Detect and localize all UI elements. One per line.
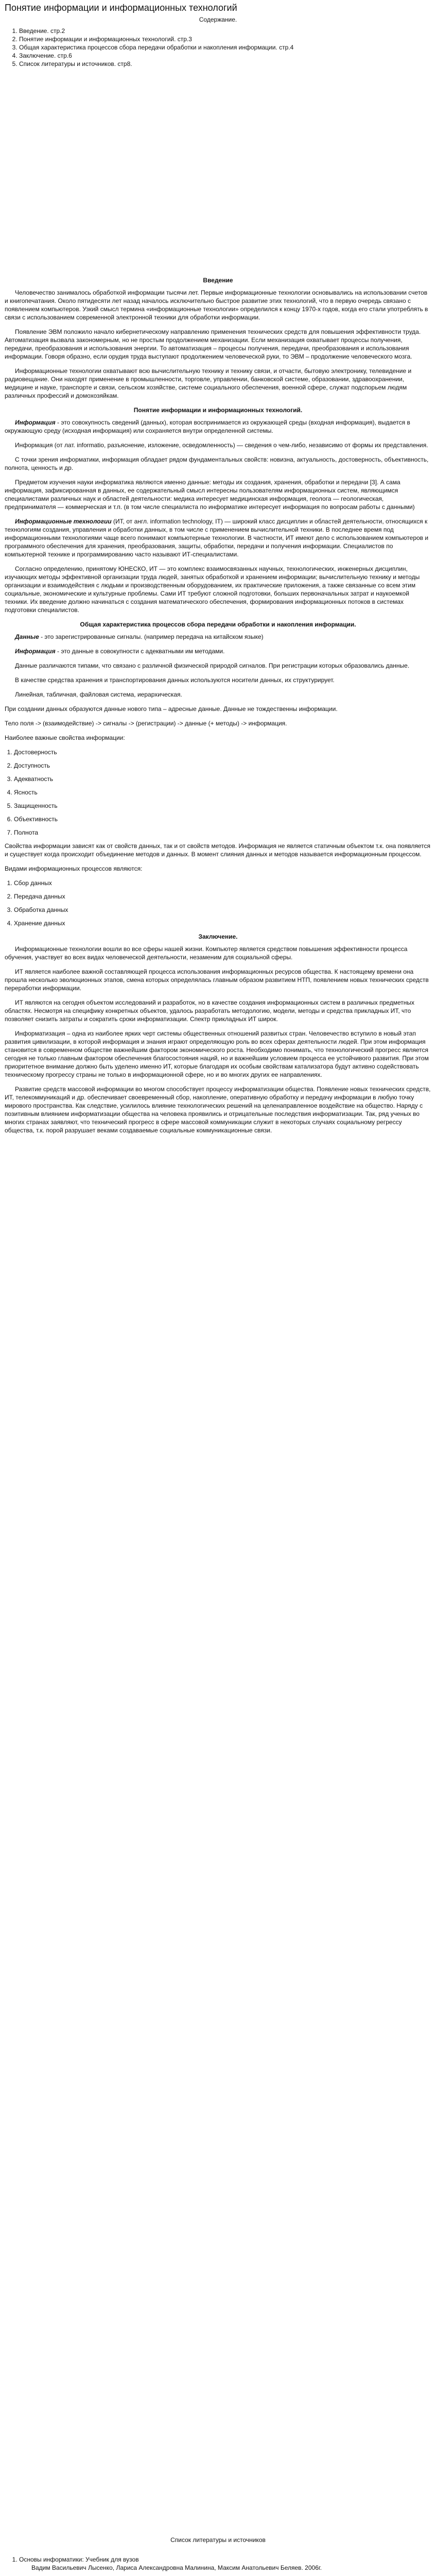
general-paragraph: Данные различаются типами, что связано с различной физической природой сигналов. При регистрации которых образовались данные. xyxy=(15,662,410,669)
general-paragraph: Тело поля -> (взаимодействие) -> сигналы -> (регистрации) -> данные (+ методы) -> информация. xyxy=(5,720,287,727)
props-list xyxy=(5,748,431,837)
references-list xyxy=(5,2555,431,2576)
definition-term: Информация xyxy=(15,419,56,426)
it-term: Информационные технологии xyxy=(15,518,112,525)
general-paragraph: При создании данных образуются данные нового типа – адресные данные. Данные не тождественны информации. xyxy=(5,705,338,713)
list-item: 4. Ясность xyxy=(14,788,431,796)
list-item: 1. Достоверность xyxy=(14,748,431,756)
references-heading: Список литературы и источников xyxy=(170,2536,266,2544)
general-paragraph: Линейная, табличная, файловая система, иерархическая. xyxy=(15,691,182,698)
toc-item[interactable]: 4. Заключение. стр.6 xyxy=(19,52,436,60)
toc-item[interactable]: 2. Понятие информации и информационных технологий. стр.3 xyxy=(19,35,436,43)
toc-item[interactable]: 5. Список литературы и источников. стр8. xyxy=(19,60,436,68)
info-term: Информация xyxy=(15,648,56,655)
references-section xyxy=(5,2536,431,2576)
info-definition xyxy=(5,647,431,655)
procs-heading: Видами информационных процессов являются: xyxy=(5,865,143,872)
concept-paragraph: С точки зрения информатики, информация обладает рядом фундаментальных свойств: новизна, актуальность, достоверность, объективность, полнота, ценность и др. xyxy=(5,456,429,471)
reference-title: Основы информатики: Учебник для вузов xyxy=(19,2556,139,2563)
list-item: 1. Сбор данных xyxy=(14,879,431,887)
info-text: - это данные в совокупности с адекватными им методами. xyxy=(55,648,225,655)
concept-paragraph: Информация (от лат. informatio, разъяснение, изложение, осведомленность) — сведения о чем-либо, независимо от формы их представления. xyxy=(15,442,428,449)
toc-heading: Содержание. xyxy=(199,16,237,23)
toc-list xyxy=(5,27,436,68)
toc-item[interactable]: 3. Общая характеристика процессов сбора передачи обработки и накопления информации. стр.4 xyxy=(19,43,436,52)
concept-paragraph: Согласно определению, принятому ЮНЕСКО, ИТ — это комплекс взаимосвязанных научных, технологических, инженерных дисциплин, изучающих методы эффективной организации труда людей, занятых обработкой и хранением информации; вычислительную технику и методы организации и взаимодействия с людьми и производственным оборудованием, их практические приложения, а также связанные со всем этим социальные, экономические и культурные проблемы. Сами ИТ требуют сложной подготовки, больших первоначальных затрат и наукоемкой техники. Их введение должно начинаться с создания математического обеспечения, формирования информационных потоков в системах подготовки специалистов. xyxy=(5,565,420,614)
intro-heading: Введение xyxy=(203,277,233,284)
list-item: 5. Защищенность xyxy=(14,802,431,810)
document-title: Понятие информации и информационных технологий xyxy=(5,3,237,13)
data-definition xyxy=(5,633,431,641)
list-item: 3. Обработка данных xyxy=(14,906,431,914)
procs-list xyxy=(5,879,431,927)
list-item: 3. Адекватность xyxy=(14,775,431,783)
reference-authors: Вадим Васильевич Лысенко, Лариса Александровна Малинина, Максим Анатольевич Беляев. 2006г. xyxy=(31,2564,322,2571)
conclusion-paragraph: Информационные технологии вошли во все сферы нашей жизни. Компьютер является средством повышения эффективности процесса обучения, участвует во всех видах человеческой деятельности, незаменим для социальной сферы. xyxy=(5,945,408,961)
intro-paragraph: Информационные технологии охватывают всю вычислительную технику и технику связи, и отчасти, бытовую электронику, телевидение и радиовещание. Они находят применение в промышленности, торговле, управлении, банковской системе, образовании, здравоохранении, медицине и науке, транспорте и связи, сельском хозяйстве, системе социального обеспечения, военной сфере, служат подспорьем людям различных профессий и домохозяйкам. xyxy=(5,367,412,399)
data-text: - это зарегистрированные сигналы. (например передача на китайском языке) xyxy=(39,633,264,640)
general-paragraph: Свойства информации зависят как от свойств данных, так и от свойств методов. Информация не является статичным объектом т.к. она появляется и существует когда происходит объединение методов и данных. В момент слияния данных и методов называется информационным процессом. xyxy=(5,842,431,858)
list-item: 2. Передача данных xyxy=(14,892,431,901)
conclusion-heading: Заключение. xyxy=(198,933,238,940)
data-term: Данные xyxy=(15,633,39,640)
it-text: (ИТ, от англ. information technology, IT) — широкий класс дисциплин и областей деятельности, относящихся к технологиям создания, управления и обработки данных, в том числе с применением вычислительной техники. В последнее время под информационными технологиями чаще всего понимают компьютерные технологии. В частности, ИТ имеют дело с использованием компьютеров и программного обеспечения для хранения, преобразования, защиты, обработки, передачи и получения информации. Специалистов по компьютерной технике и программированию часто называют ИТ-специалистами. xyxy=(5,518,429,558)
intro-paragraph: Человечество занималось обработкой информации тысячи лет. Первые информационные технологии основывались на использовании счетов и книгопечатания. Около пятидесяти лет назад началось исключительно быстрое развитие этих технологий, что в первую очередь связано с появлением компьютеров. Узкий смысл термина «информационные технологии» определился к концу 1970-х годов, когда его стали употреблять в связи с использованием современной электронной техники для обработки информации. xyxy=(5,289,428,321)
general-paragraph: В качестве средства хранения и транспортирования данных используются носители данных, их структурирует. xyxy=(15,676,335,684)
list-item: 6. Объективность xyxy=(14,815,431,823)
intro-section xyxy=(5,276,431,1141)
conclusion-paragraph: ИТ является наиболее важной составляющей процесса использования информационных ресурсов общества. К настоящему времени она прошла несколько эволюционных этапов, смена которых определялась главным образом развитием НТП, появлением новых технических средств переработки информации. xyxy=(5,968,429,992)
definition-paragraph xyxy=(5,418,431,435)
general-heading: Общая характеристика процессов сбора передачи обработки и накопления информации. xyxy=(80,621,356,628)
list-item: 4. Хранение данных xyxy=(14,919,431,927)
it-definition-paragraph xyxy=(5,517,431,558)
conclusion-paragraph: Информатизация – одна из наиболее ярких черт системы общественных отношений развитых стран. Человечество вступило в новый этап развития цивилизации, в которой информация и знания играют определяющую роль во всех сферах деятельности людей. При этом информация становится в современном обществе важнейшим фактором экономического роста. Необходимо понимать, что технологический прогресс является сегодня не только главным фактором обеспечения благосостояния наций, но и важнейшим условием процесса ее устойчивого развития. При этом приоритетное внимание должно быть уделено именно ИТ, которые благодаря их особым свойствам катализатора будут активно содействовать техническому прогрессу страны не только в информационной сфере, но и во многих других ее направлениях. xyxy=(5,1030,429,1078)
concept-paragraph: Предметом изучения науки информатика являются именно данные: методы их создания, хранения, обработки и передачи [3]. А сама информация, зафиксированная в данных, ее содержательный смысл интересны пользователям информационных систем, являющимся специалистами различных наук и областей деятельности: медика интересует медицинская информация, геолога — геологическая, предпринимателя — коммерческая и т.п. (в том числе специалиста по информатике интересует информация по вопросам работы с данными) xyxy=(5,479,415,511)
reference-item xyxy=(19,2555,431,2572)
intro-paragraph: Появление ЭВМ положило начало кибернетическому направлению применения технических средств для повышения эффективности труда. Автоматизация вызвала закономерным, но не простым продолжением механизации. Если механизация охватывает процессы получения, передачи, преобразования и использования энергии. То автоматизация – процессы получения, передачи, преобразования и использования информации. Говоря образно, если орудия труда выступают продолжением человеческой руки, то ЭВМ – продолжение человеческого мозга. xyxy=(5,328,421,360)
conclusion-paragraph: ИТ являются на сегодня объектом исследований и разработок, но в качестве создания информационных систем в различных предметных областях. Несмотря на специфику конкретных объектов, удалось разработать методологию, модели, методы и средства прикладных ИТ, что позволяет снизить затраты и сократить сроки информатизации. Спектр прикладных ИТ широк. xyxy=(5,999,414,1023)
list-item: 2. Доступность xyxy=(14,761,431,770)
definition-text: - это совокупность сведений (данных), которая воспринимается из окружающей среды (входная информация), выдается в окружающую среду (исходная информация) или сохраняется внутри определенной системы. xyxy=(5,419,410,434)
list-item: 7. Полнота xyxy=(14,828,431,837)
props-heading: Наиболее важные свойства информации: xyxy=(5,734,125,741)
conclusion-paragraph: Развитие средств массовой информации во многом способствует процессу информатизации общества. Появление новых технических средств, ИТ, телекоммуникаций и др. обеспечивает своевременный сбор, накопление, оперативную обработку и передачу информации в любую точку мирового пространства. Как следствие, усилилось влияние технологических решений на целенаправленное воздействие на общество. Наряду с позитивным влиянием информатизации общества на человека проявились и отрицательные последствия информатизации. Так, ряд ученых во многих странах заявляют, что технический прогресс в сфере массовой коммуникации служит в некоторых случаях социальному регрессу общества, т.к. порой разрушает веками создаваемые социальные коммуникационные связи. xyxy=(5,1086,431,1134)
concept-heading: Понятие информации и информационных технологий. xyxy=(133,406,303,414)
toc-item[interactable]: 1. Введение. стр.2 xyxy=(19,27,436,35)
